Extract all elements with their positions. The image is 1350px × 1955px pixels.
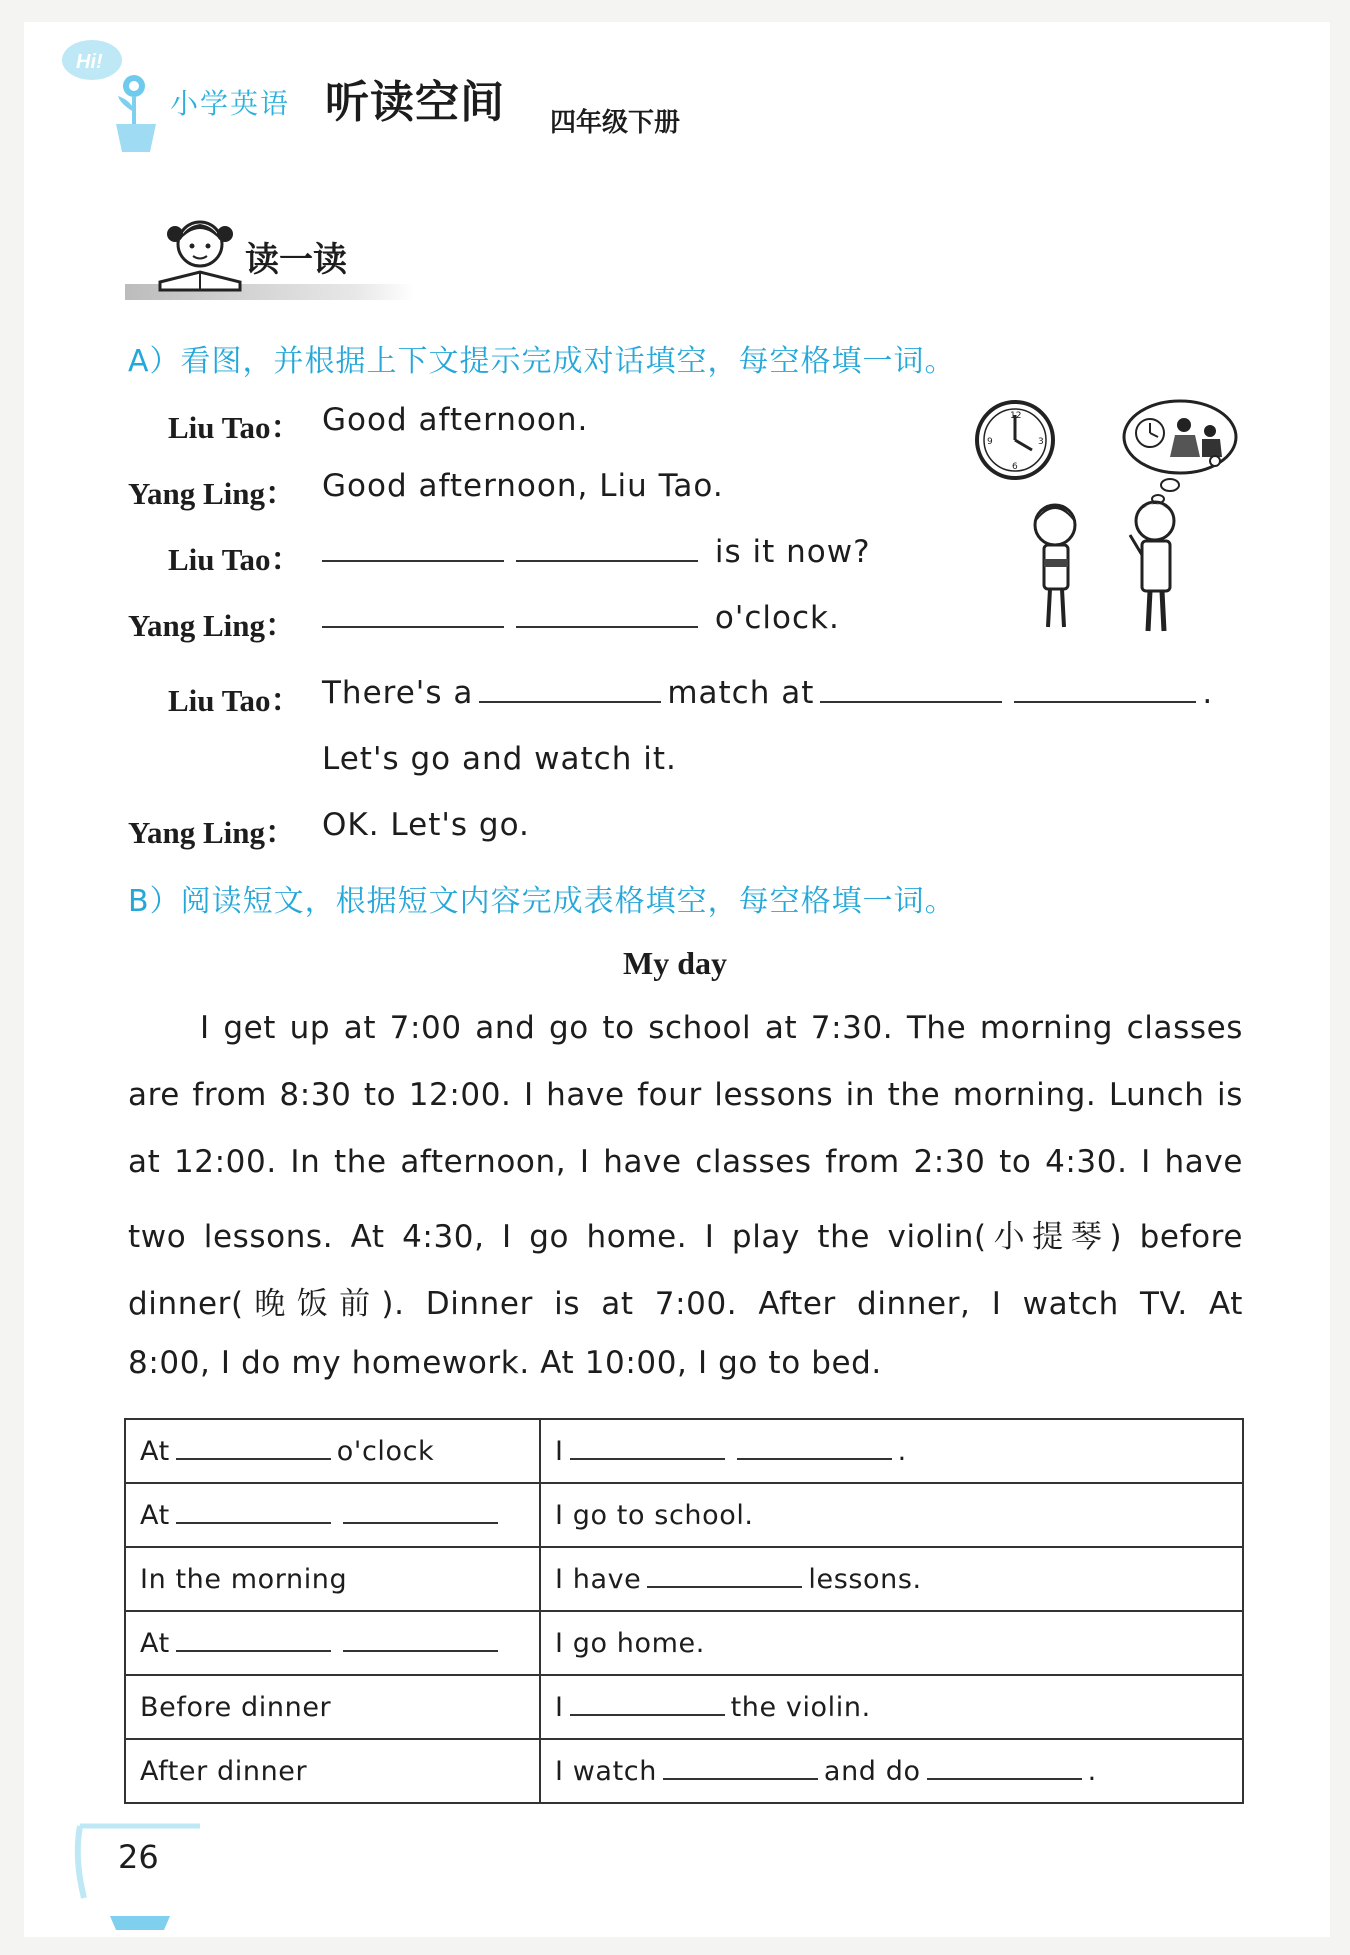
girl-figure-icon xyxy=(1035,505,1075,627)
dialogue-text: o'clock. xyxy=(714,600,840,636)
passage-line: at 12:00. In the afternoon, I have classes from 2:30 to 4:30. I have xyxy=(128,1144,1243,1180)
dialogue-text: Good afternoon. xyxy=(322,402,589,438)
passage-line: two lessons. At 4:30, I go home. I play the violin(小提琴) before xyxy=(128,1219,1243,1255)
table-row xyxy=(125,1675,1243,1739)
dialogue-line-blanks xyxy=(316,534,871,570)
answer-blank[interactable] xyxy=(343,1628,498,1652)
answer-blank[interactable] xyxy=(322,600,504,628)
table-cell xyxy=(540,1675,1243,1739)
table-cell xyxy=(540,1483,1243,1547)
dialogue-text: Good afternoon, Liu Tao. xyxy=(322,468,724,504)
passage-line: I get up at 7:00 and go to school at 7:30. The morning classes xyxy=(200,1010,1243,1046)
answer-blank[interactable] xyxy=(663,1756,818,1780)
table-row xyxy=(125,1419,1243,1483)
speaker-label: Yang Ling： xyxy=(128,476,296,511)
cell-text: After dinner xyxy=(140,1755,308,1787)
answer-blank[interactable] xyxy=(516,534,698,562)
table-cell xyxy=(540,1419,1243,1483)
dialogue-text: match at xyxy=(667,675,815,711)
cell-text: . xyxy=(1087,1755,1097,1787)
section-banner xyxy=(125,212,415,307)
dialogue-text: is it now? xyxy=(714,534,871,570)
part-a-instruction: A）看图，并根据上下文提示完成对话填空，每空格填一词。 xyxy=(128,344,956,379)
answer-table xyxy=(124,1418,1244,1804)
table-cell xyxy=(125,1483,540,1547)
flower-pot-icon xyxy=(60,34,170,154)
table-cell xyxy=(125,1547,540,1611)
passage-line: dinner(晚饭前). Dinner is at 7:00. After dinner, I watch TV. At xyxy=(128,1286,1243,1322)
passage-line: 8:00, I do my homework. At 10:00, I go to bed. xyxy=(128,1345,882,1381)
answer-blank[interactable] xyxy=(516,600,698,628)
speaker-label: Liu Tao： xyxy=(168,410,302,445)
speaker-label: Liu Tao： xyxy=(168,542,302,577)
answer-blank[interactable] xyxy=(737,1436,892,1460)
page-number: 26 xyxy=(118,1838,159,1876)
part-b-instruction: B）阅读短文，根据短文内容完成表格填空，每空格填一词。 xyxy=(128,884,956,919)
cell-text: lessons. xyxy=(808,1563,922,1595)
cell-text: Before dinner xyxy=(140,1691,332,1723)
svg-text:9: 9 xyxy=(987,437,993,447)
page-header xyxy=(60,34,760,154)
svg-text:12: 12 xyxy=(1010,411,1022,421)
dialogue-text: . xyxy=(1202,675,1214,711)
answer-blank[interactable] xyxy=(927,1756,1082,1780)
brand-title: 听读空间 xyxy=(325,77,505,128)
speaker-label: Yang Ling： xyxy=(128,815,296,850)
answer-blank[interactable] xyxy=(322,534,504,562)
cell-text: o'clock xyxy=(336,1435,435,1467)
table-cell xyxy=(540,1739,1243,1803)
table-cell xyxy=(125,1675,540,1739)
thought-bubble-football-icon xyxy=(1124,401,1236,503)
dialogue-text: OK. Let's go. xyxy=(322,807,530,843)
answer-blank[interactable] xyxy=(647,1564,802,1588)
grade-label: 四年级下册 xyxy=(550,108,681,138)
answer-blank[interactable] xyxy=(479,675,661,703)
answer-blank[interactable] xyxy=(343,1500,498,1524)
page-number-decoration xyxy=(70,1818,210,1938)
cell-text: I xyxy=(555,1435,564,1467)
passage-title: My day xyxy=(623,945,727,981)
clock-and-kids-illustration xyxy=(970,395,1260,665)
passage-line: are from 8:30 to 12:00. I have four lessons in the morning. Lunch is xyxy=(128,1077,1243,1113)
wall-clock-icon xyxy=(977,402,1053,478)
brand-subtitle: 小学英语 xyxy=(170,87,291,120)
cell-text: I go to school. xyxy=(555,1499,754,1531)
speaker-label: Liu Tao： xyxy=(168,683,302,718)
answer-blank[interactable] xyxy=(570,1692,725,1716)
cell-text: . xyxy=(897,1435,907,1467)
table-cell xyxy=(125,1611,540,1675)
cell-text: the violin. xyxy=(730,1691,871,1723)
cell-text: In the morning xyxy=(140,1563,348,1595)
dialogue-line-blanks xyxy=(322,675,1213,711)
answer-blank[interactable] xyxy=(820,675,1002,703)
dialogue-line-blanks xyxy=(316,600,840,636)
cell-text: At xyxy=(140,1627,170,1659)
table-cell xyxy=(125,1739,540,1803)
cell-text: I go home. xyxy=(555,1627,705,1659)
speaker-label: Yang Ling： xyxy=(128,608,296,643)
table-row xyxy=(125,1547,1243,1611)
answer-blank[interactable] xyxy=(1014,675,1196,703)
table-cell xyxy=(540,1611,1243,1675)
dialogue-text: Let's go and watch it. xyxy=(322,741,677,777)
answer-blank[interactable] xyxy=(176,1500,331,1524)
cell-text: and do xyxy=(823,1755,921,1787)
cell-text: At xyxy=(140,1435,170,1467)
answer-blank[interactable] xyxy=(176,1628,331,1652)
hi-badge-text: Hi! xyxy=(76,51,103,73)
table-row xyxy=(125,1483,1243,1547)
boy-figure-icon xyxy=(1130,502,1174,631)
svg-text:3: 3 xyxy=(1038,437,1044,447)
table-row xyxy=(125,1611,1243,1675)
dialogue-text: There's a xyxy=(322,675,474,711)
cell-text: I xyxy=(555,1691,564,1723)
svg-text:6: 6 xyxy=(1012,462,1018,472)
cell-text: I have xyxy=(555,1563,642,1595)
cell-text: I watch xyxy=(555,1755,657,1787)
cell-text: At xyxy=(140,1499,170,1531)
table-cell xyxy=(540,1547,1243,1611)
answer-blank[interactable] xyxy=(176,1436,331,1460)
reading-girl-icon xyxy=(145,212,255,302)
table-cell xyxy=(125,1419,540,1483)
section-title: 读一读 xyxy=(245,240,347,280)
answer-blank[interactable] xyxy=(570,1436,725,1460)
table-row xyxy=(125,1739,1243,1803)
